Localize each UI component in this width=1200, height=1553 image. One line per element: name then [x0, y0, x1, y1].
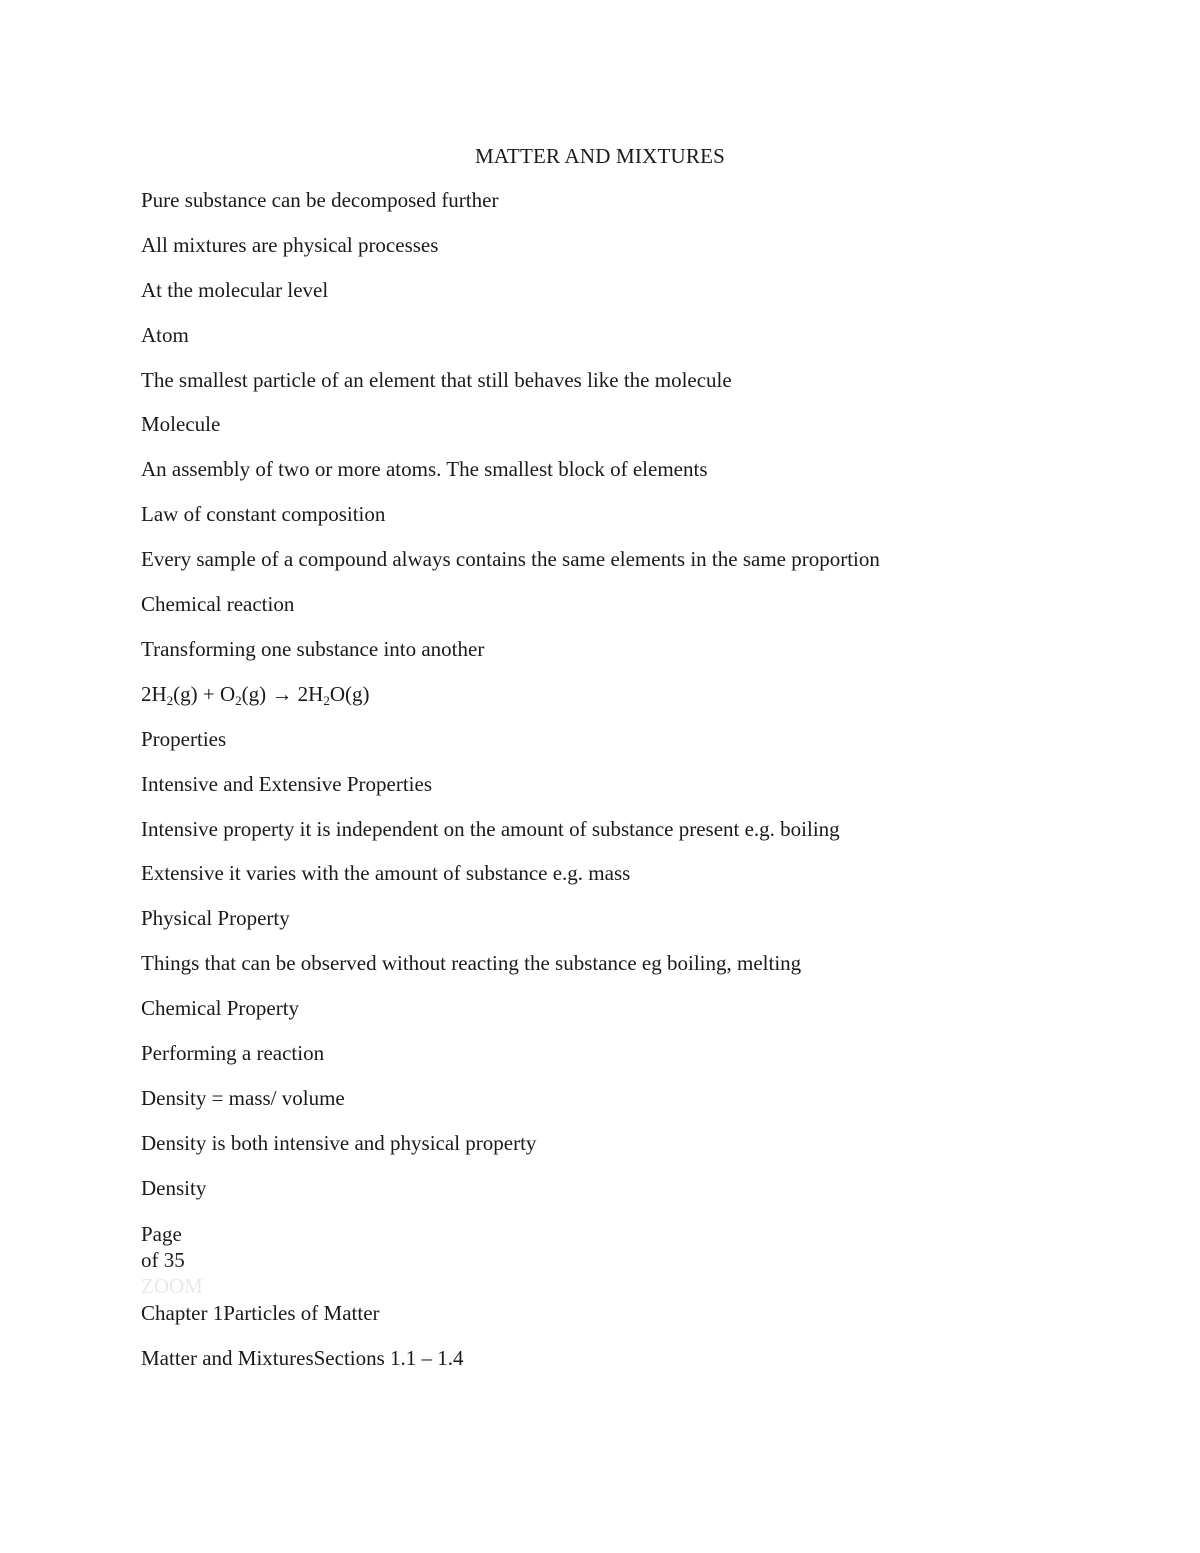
text-line: Transforming one substance into another [141, 637, 485, 661]
text-line: Every sample of a compound always contains the same elements in the same proportion [141, 547, 880, 571]
text-line: Physical Property [141, 906, 290, 930]
text-line: Chapter 1Particles of Matter [141, 1301, 380, 1325]
text-line: Density is both intensive and physical property [141, 1131, 537, 1155]
text-line: Chemical Property [141, 996, 300, 1020]
text-line: Intensive property it is independent on the amount of substance present e.g. boiling [141, 817, 840, 841]
text-line: Matter and MixturesSections 1.1 – 1.4 [141, 1346, 464, 1370]
text-line: The smallest particle of an element that still behaves like the molecule [141, 368, 732, 392]
text-line: Extensive it varies with the amount of substance e.g. mass [141, 861, 631, 885]
text-line: Chemical reaction [141, 592, 295, 616]
text-line: Things that can be observed without reacting the substance eg boiling, melting [141, 951, 802, 975]
text-line: Performing a reaction [141, 1041, 325, 1065]
text-line: At the molecular level [141, 278, 329, 302]
text-line: Density [141, 1176, 207, 1200]
text-line: Law of constant composition [141, 502, 386, 526]
text-line: Atom [141, 323, 189, 347]
text-line: Density = mass/ volume [141, 1086, 345, 1110]
text-line: An assembly of two or more atoms. The smallest block of elements [141, 457, 708, 481]
page-label: Page [141, 1222, 182, 1246]
zoom-label[interactable]: ZOOM [141, 1274, 203, 1298]
text-line: Properties [141, 727, 227, 751]
document-title: MATTER AND MIXTURES [475, 144, 725, 168]
text-line: Molecule [141, 412, 221, 436]
page-count: of 35 [141, 1248, 185, 1272]
text-line: Intensive and Extensive Properties [141, 772, 433, 796]
text-line: Pure substance can be decomposed further [141, 188, 499, 212]
text-line: All mixtures are physical processes [141, 233, 439, 257]
chemical-equation: $2H_2(g) + O_2(g) \to 2H_2O(g)$ [141, 682, 370, 708]
